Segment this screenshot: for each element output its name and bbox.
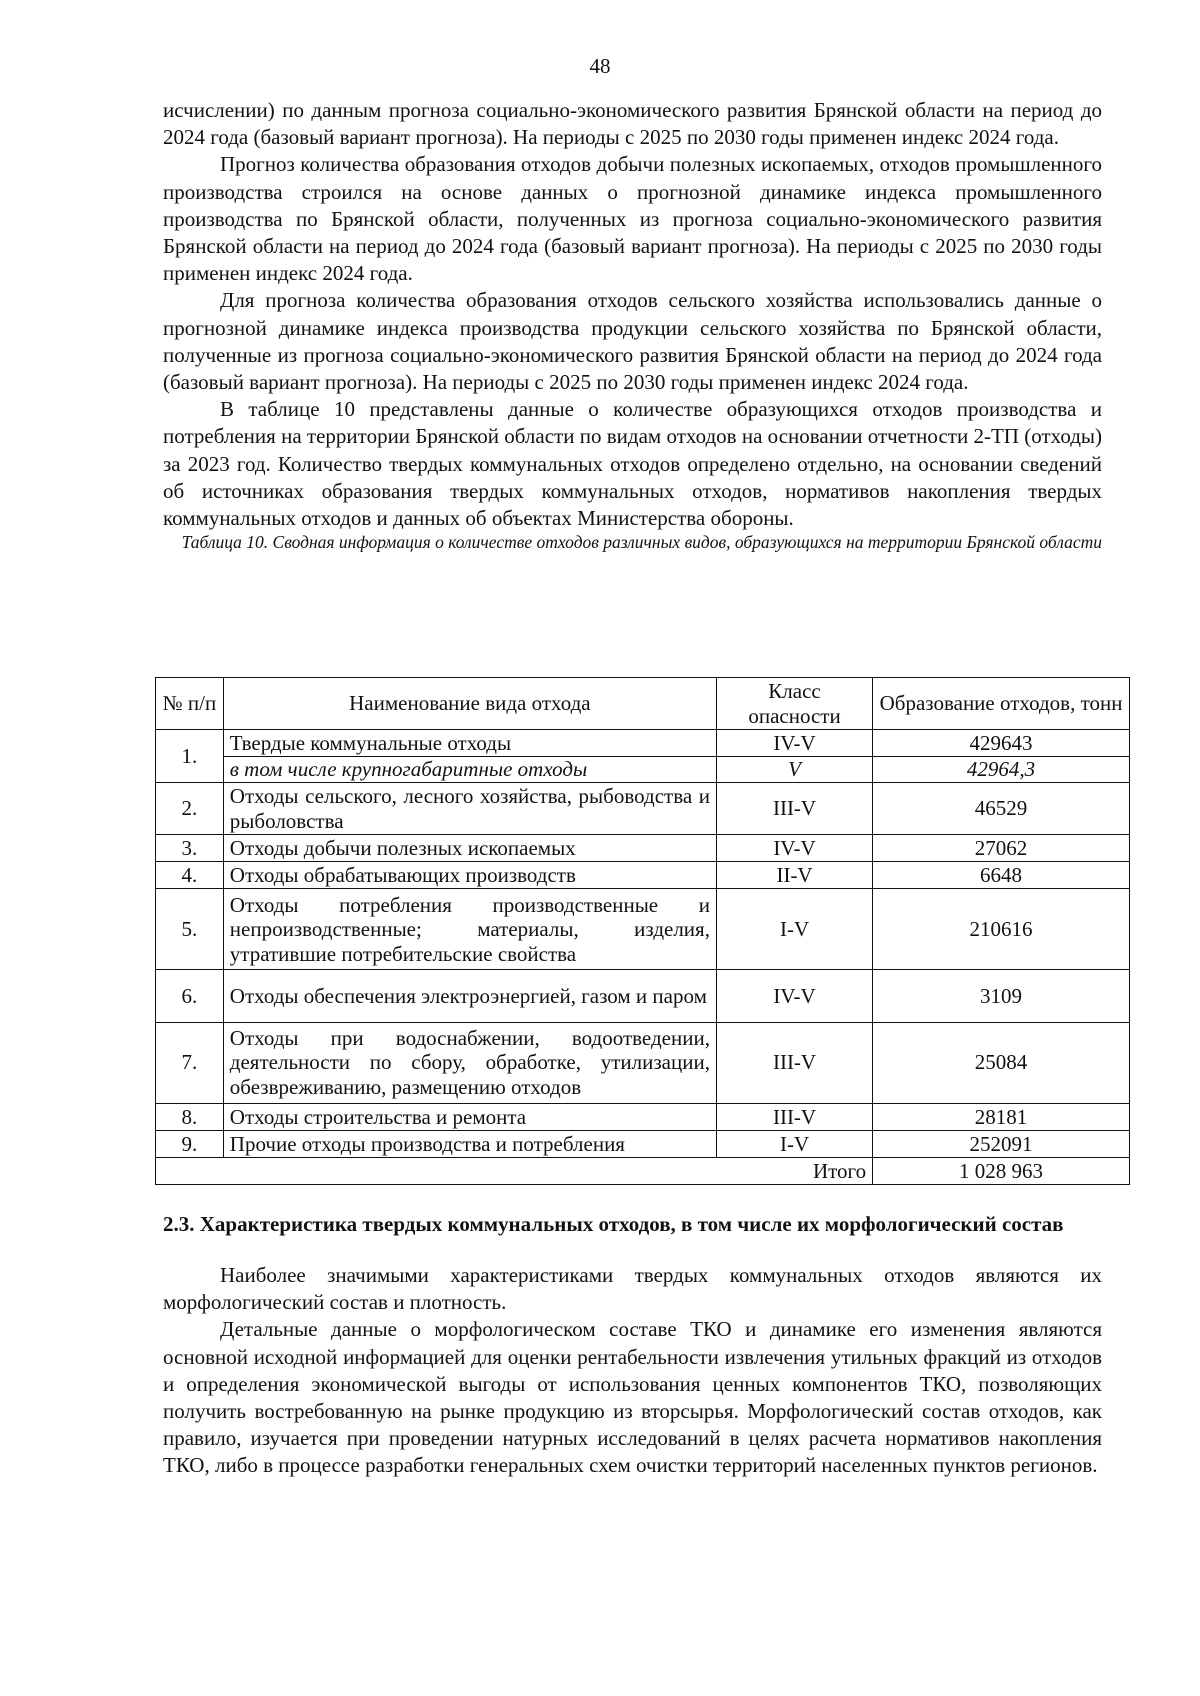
table-row	[156, 1022, 1130, 1103]
row-amount: 3109	[873, 970, 1130, 1022]
table-row	[156, 1130, 1130, 1157]
header-name: Наименование вида отхода	[223, 678, 716, 730]
row-num: 4.	[156, 862, 224, 889]
row-num: 9.	[156, 1130, 224, 1157]
row-name: Отходы добычи полезных ископаемых	[223, 835, 716, 862]
table-caption: Таблица 10. Сводная информация о количестве отходов различных видов, образующихся на территории Брянской области	[181, 532, 1102, 553]
row-amount: 46529	[873, 783, 1130, 835]
row-amount: 28181	[873, 1103, 1130, 1130]
row-amount: 6648	[873, 862, 1130, 889]
row-amount: 42964,3	[873, 756, 1130, 783]
row-class: III-V	[716, 1103, 872, 1130]
table-row-sub	[156, 756, 1130, 783]
row-num: 5.	[156, 889, 224, 970]
table-row	[156, 970, 1130, 1022]
row-class: III-V	[716, 783, 872, 835]
total-label: Итого	[156, 1157, 873, 1184]
row-name: Отходы при водоснабжении, водоотведении, деятельности по сбору, обработке, утилизации, обезвреживанию, размещению отходов	[223, 1022, 716, 1103]
paragraph-2: Прогноз количества образования отходов добычи полезных ископаемых, отходов промышленного производства строился на основе данных о прогнозной динамике индекса промышленного производства по Брянской области, полученных из прогноза социально-экономического развития Брянской области на период до 2024 года (базовый вариант прогноза). На периоды с 2025 по 2030 годы применен индекс 2024 года.	[163, 152, 1102, 286]
intro-text	[163, 97, 1102, 553]
row-name: Отходы обеспечения электроэнергией, газом и паром	[223, 970, 716, 1022]
row-name: в том числе крупногабаритные отходы	[223, 756, 716, 783]
section-paragraph-2: Детальные данные о морфологическом составе ТКО и динамике его изменения являются основной исходной информацией для оценки рентабельности извлечения утильных фракций из отходов и определения экономической выгоды от использования ценных компонентов ТКО, позволяющих получить востребованную на рынке продукцию из вторсырья. Морфологический состав отходов, как правило, изучается при проведении натурных исследований в целях расчета нормативов накопления ТКО, либо в процессе разработки генеральных схем очистки территорий населенных пунктов регионов.	[163, 1317, 1102, 1478]
paragraph-4: В таблице 10 представлены данные о количестве образующихся отходов производства и потребления на территории Брянской области по видам отходов на основании отчетности 2-ТП (отходы) за 2023 год. Количество твердых коммунальных отходов определено отдельно, на основании сведений об источниках образования твердых коммунальных отходов, нормативов накопления твердых коммунальных отходов и данных об объектах Министерства обороны.	[163, 397, 1102, 531]
row-amount: 25084	[873, 1022, 1130, 1103]
row-num: 8.	[156, 1103, 224, 1130]
table-row	[156, 835, 1130, 862]
row-amount: 429643	[873, 730, 1130, 757]
row-name: Отходы обрабатывающих производств	[223, 862, 716, 889]
section-text	[163, 1262, 1102, 1480]
table-row	[156, 1103, 1130, 1130]
row-class: IV-V	[716, 835, 872, 862]
row-name: Отходы строительства и ремонта	[223, 1103, 716, 1130]
row-amount: 252091	[873, 1130, 1130, 1157]
row-num: 2.	[156, 783, 224, 835]
row-num: 7.	[156, 1022, 224, 1103]
row-num: 6.	[156, 970, 224, 1022]
table-row	[156, 730, 1130, 757]
row-class: III-V	[716, 1022, 872, 1103]
row-amount: 210616	[873, 889, 1130, 970]
header-amount: Образование отходов, тонн	[873, 678, 1130, 730]
row-name: Прочие отходы производства и потребления	[223, 1130, 716, 1157]
row-class: V	[716, 756, 872, 783]
paragraph-1: исчислении) по данным прогноза социально-экономического развития Брянской области на период до 2024 года (базовый вариант прогноза). На периоды с 2025 по 2030 годы применен индекс 2024 года.	[163, 98, 1102, 150]
row-num: 3.	[156, 835, 224, 862]
table-row	[156, 889, 1130, 970]
total-value: 1 028 963	[873, 1157, 1130, 1184]
header-num: № п/п	[156, 678, 224, 730]
table-total-row	[156, 1157, 1130, 1184]
page-number: 48	[589, 54, 611, 78]
paragraph-3: Для прогноза количества образования отходов сельского хозяйства использовались данные о прогнозной динамике индекса производства продукции сельского хозяйства по Брянской области, полученные из прогноза социально-экономического развития Брянской области на период до 2024 года (базовый вариант прогноза). На периоды с 2025 по 2030 годы применен индекс 2024 года.	[163, 288, 1102, 395]
row-class: I-V	[716, 1130, 872, 1157]
header-class: Класс опасности	[716, 678, 872, 730]
row-class: IV-V	[716, 730, 872, 757]
row-name: Отходы потребления производственные и непроизводственные; материалы, изделия, утратившие потребительские свойства	[223, 889, 716, 970]
row-class: I-V	[716, 889, 872, 970]
table-row	[156, 862, 1130, 889]
row-name: Твердые коммунальные отходы	[223, 730, 716, 757]
table-header-row	[156, 678, 1130, 730]
waste-summary-table	[155, 677, 1130, 1185]
row-num: 1.	[156, 730, 224, 783]
table-row	[156, 783, 1130, 835]
row-class: II-V	[716, 862, 872, 889]
row-name: Отходы сельского, лесного хозяйства, рыбоводства и рыболовства	[223, 783, 716, 835]
row-amount: 27062	[873, 835, 1130, 862]
section-paragraph-1: Наиболее значимыми характеристиками твердых коммунальных отходов являются их морфологический состав и плотность.	[163, 1263, 1102, 1315]
section-heading: 2.3. Характеристика твердых коммунальных отходов, в том числе их морфологический состав	[163, 1212, 1064, 1236]
row-class: IV-V	[716, 970, 872, 1022]
